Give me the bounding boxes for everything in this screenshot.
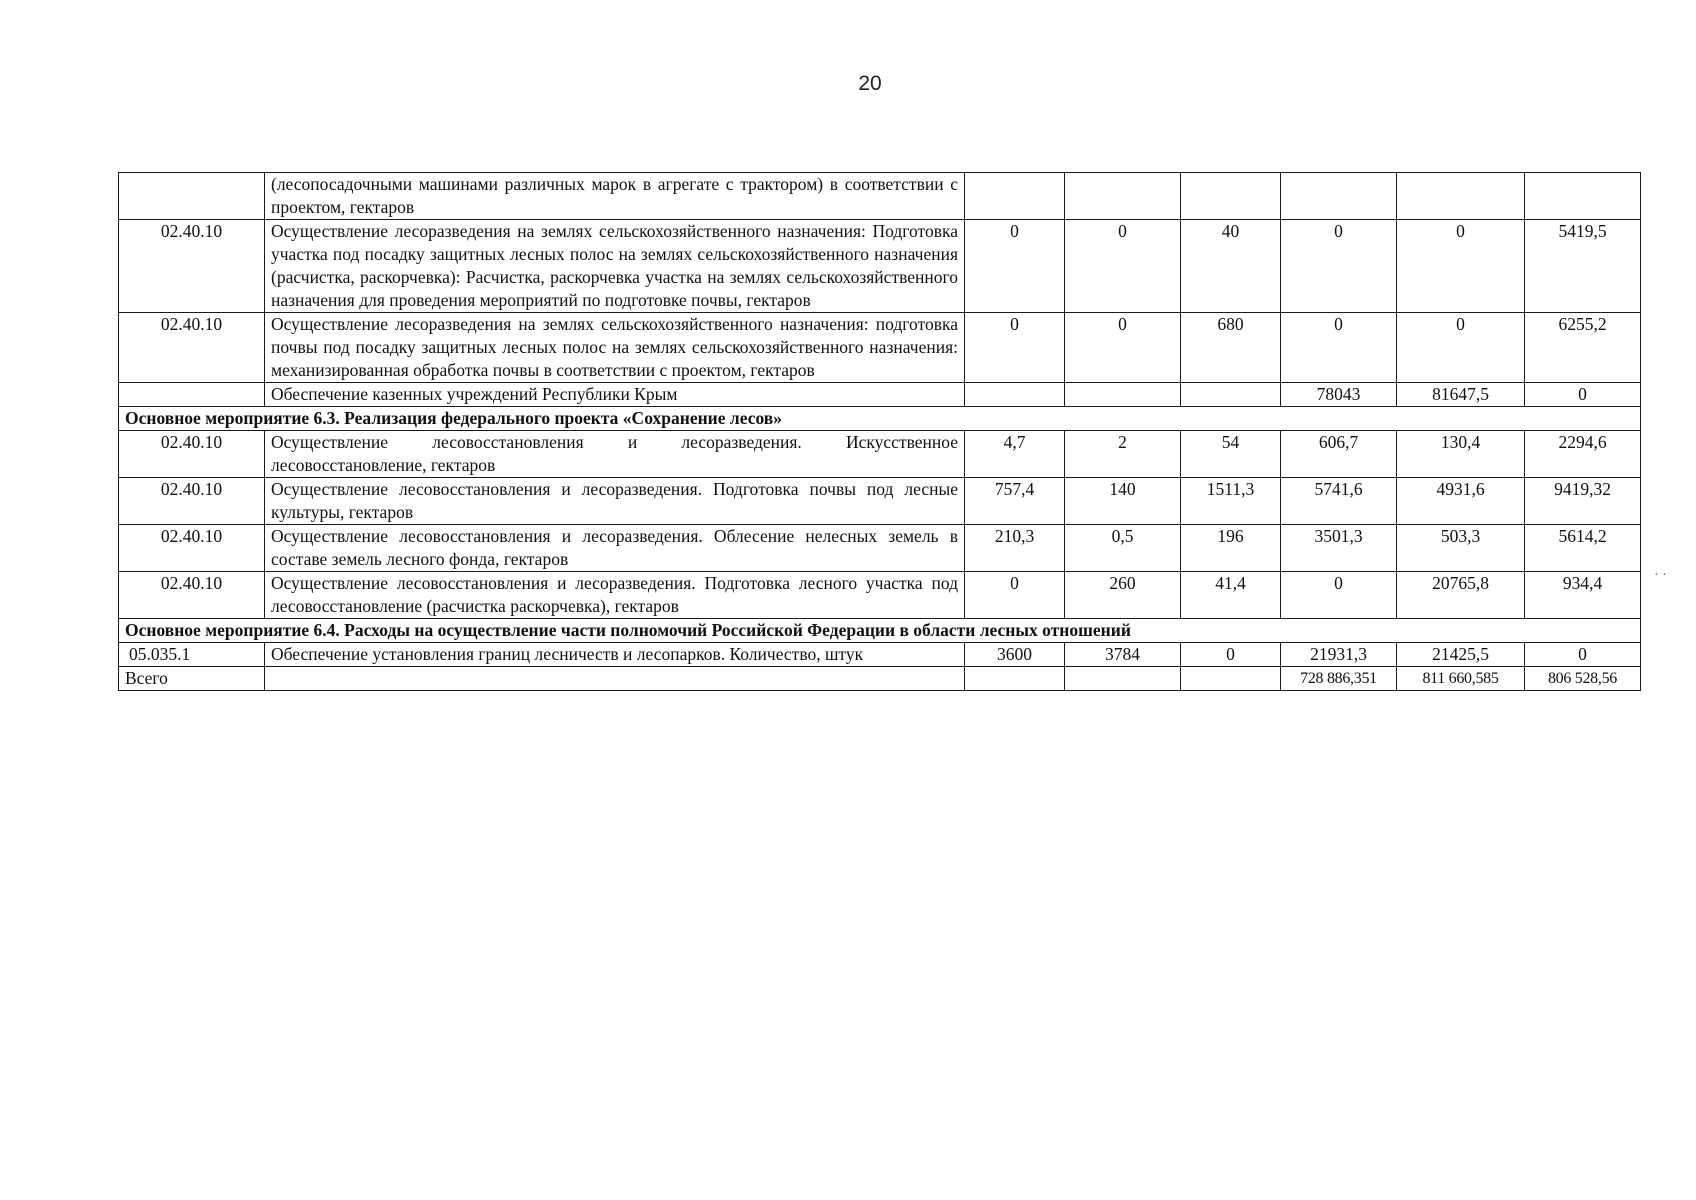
cell-value: 4,7: [965, 431, 1065, 478]
table-body: [119, 173, 1641, 691]
table-row: [119, 643, 1641, 667]
cell-value: [1525, 173, 1641, 220]
cell-value: 0: [965, 313, 1065, 383]
cell-value: 0: [965, 572, 1065, 619]
cell-value: 21425,5: [1397, 643, 1525, 667]
cell-value: 680: [1181, 313, 1281, 383]
cell-value: 260: [1065, 572, 1181, 619]
cell-value: 0,5: [1065, 525, 1181, 572]
cell-code: 02.40.10: [119, 525, 265, 572]
cell-description: Осуществление лесовосстановления и лесоразведения. Искусственное лесовосстановление, гектаров: [265, 431, 965, 478]
cell-value: [965, 173, 1065, 220]
cell-value: [1397, 173, 1525, 220]
cell-value: 0: [1065, 313, 1181, 383]
cell-value: 0: [1397, 313, 1525, 383]
cell-description: Обеспечение казенных учреждений Республики Крым: [265, 383, 965, 407]
cell-value: 54: [1181, 431, 1281, 478]
cell-code: 02.40.10: [119, 313, 265, 383]
section-row: [119, 619, 1641, 643]
table-row: [119, 525, 1641, 572]
cell-description: Осуществление лесовосстановления и лесоразведения. Облесение нелесных земель в составе земель лесного фонда, гектаров: [265, 525, 965, 572]
table-row: [119, 383, 1641, 407]
cell-value: 3600: [965, 643, 1065, 667]
cell-value: [1181, 667, 1281, 691]
cell-value: 0: [1397, 220, 1525, 313]
cell-value: [965, 667, 1065, 691]
cell-code: [119, 383, 265, 407]
cell-value: 140: [1065, 478, 1181, 525]
cell-description: [265, 667, 965, 691]
cell-description: Осуществление лесоразведения на землях сельскохозяйственного назначения: подготовка почвы под посадку защитных лесных полос на землях сельскохозяйственного назначения: механизированная обработка почвы в соответствии с проектом, гектаров: [265, 313, 965, 383]
cell-code: [119, 173, 265, 220]
cell-value: 934,4: [1525, 572, 1641, 619]
total-label: Всего: [119, 667, 265, 691]
cell-value: 3501,3: [1281, 525, 1397, 572]
cell-value: 0: [965, 220, 1065, 313]
cell-code: 02.40.10: [119, 572, 265, 619]
cell-value: 3784: [1065, 643, 1181, 667]
total-value: 811 660,585: [1397, 667, 1525, 691]
cell-value: 0: [1281, 313, 1397, 383]
cell-value: 1511,3: [1181, 478, 1281, 525]
cell-value: 503,3: [1397, 525, 1525, 572]
cell-value: 6255,2: [1525, 313, 1641, 383]
table-row: [119, 572, 1641, 619]
cell-value: 81647,5: [1397, 383, 1525, 407]
cell-description: (лесопосадочными машинами различных марок в агрегате с трактором) в соответствии с проектом, гектаров: [265, 173, 965, 220]
cell-value: 196: [1181, 525, 1281, 572]
total-value: 806 528,56: [1525, 667, 1641, 691]
cell-code: 02.40.10: [119, 220, 265, 313]
cell-value: [965, 383, 1065, 407]
cell-value: 5419,5: [1525, 220, 1641, 313]
margin-dots: · ·: [1654, 568, 1667, 583]
cell-value: 606,7: [1281, 431, 1397, 478]
cell-code: 02.40.10: [119, 431, 265, 478]
table-row: [119, 220, 1641, 313]
page-number: 20: [858, 72, 882, 95]
cell-value: 0: [1181, 643, 1281, 667]
table-row: [119, 313, 1641, 383]
cell-value: [1281, 173, 1397, 220]
cell-value: 210,3: [965, 525, 1065, 572]
cell-value: [1065, 173, 1181, 220]
cell-value: 0: [1281, 220, 1397, 313]
section-row: [119, 407, 1641, 431]
cell-value: 0: [1065, 220, 1181, 313]
cell-value: 5614,2: [1525, 525, 1641, 572]
total-row: [119, 667, 1641, 691]
cell-value: 0: [1525, 643, 1641, 667]
cell-value: 2294,6: [1525, 431, 1641, 478]
section-heading-6-3: Основное мероприятие 6.3. Реализация федерального проекта «Сохранение лесов»: [119, 407, 1641, 431]
cell-value: 9419,32: [1525, 478, 1641, 525]
cell-value: 757,4: [965, 478, 1065, 525]
cell-description: Осуществление лесовосстановления и лесоразведения. Подготовка почвы под лесные культуры, гектаров: [265, 478, 965, 525]
cell-value: 130,4: [1397, 431, 1525, 478]
section-heading-6-4: Основное мероприятие 6.4. Расходы на осуществление части полномочий Российской Федерации в области лесных отношений: [119, 619, 1641, 643]
cell-description: Осуществление лесовосстановления и лесоразведения. Подготовка лесного участка под лесовосстановление (расчистка раскорчевка), гектаров: [265, 572, 965, 619]
cell-description: Обеспечение установления границ лесничеств и лесопарков. Количество, штук: [265, 643, 965, 667]
cell-value: 4931,6: [1397, 478, 1525, 525]
cell-value: 40: [1181, 220, 1281, 313]
cell-value: 0: [1281, 572, 1397, 619]
cell-value: 2: [1065, 431, 1181, 478]
table-row: [119, 478, 1641, 525]
cell-value: 5741,6: [1281, 478, 1397, 525]
cell-code: 05.035.1: [119, 643, 265, 667]
cell-value: [1065, 667, 1181, 691]
cell-code: 02.40.10: [119, 478, 265, 525]
cell-value: 20765,8: [1397, 572, 1525, 619]
total-value: 728 886,351: [1281, 667, 1397, 691]
cell-description: Осуществление лесоразведения на землях сельскохозяйственного назначения: Подготовка участка под посадку защитных лесных полос на землях сельскохозяйственного назначения (расчистка, раскорчевка): Расчистка, раскорчевка участка на землях сельскохозяйственного назначения для проведения мероприятий по подготовке почвы, гектаров: [265, 220, 965, 313]
cell-value: [1065, 383, 1181, 407]
cell-value: [1181, 383, 1281, 407]
cell-value: 41,4: [1181, 572, 1281, 619]
cell-value: [1181, 173, 1281, 220]
budget-table: [118, 172, 1641, 691]
table-row: [119, 173, 1641, 220]
cell-value: 78043: [1281, 383, 1397, 407]
table-row: [119, 431, 1641, 478]
cell-value: 21931,3: [1281, 643, 1397, 667]
cell-value: 0: [1525, 383, 1641, 407]
